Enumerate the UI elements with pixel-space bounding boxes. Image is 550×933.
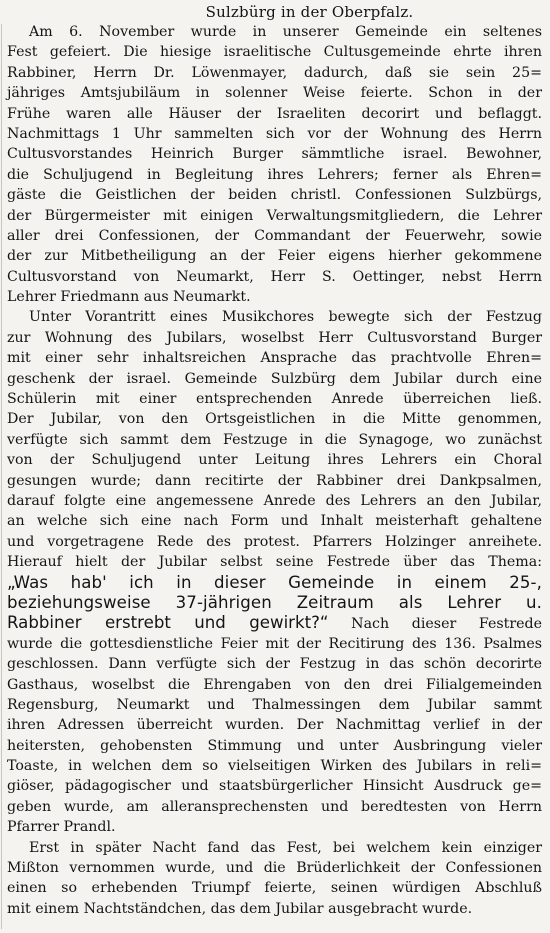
text-line: Regensburg, Neumarkt und Thalmessingen dem Jubilar sammt (7, 696, 542, 713)
quoted-theme-end: Rabbiner erstrebt und gewirkt?“ (7, 613, 329, 633)
paragraph-2 (7, 307, 542, 837)
text-line: mit einem Nachtständchen, das dem Jubilar ausgebracht wurde. (7, 900, 473, 917)
text-line: an welche sich eine nach Form und Inhalt meisterhaft gehaltene (7, 513, 542, 530)
paragraph-3 (7, 838, 542, 920)
text-line: Frühe waren alle Häuser der Israeliten decorirt und beflaggt. (7, 105, 542, 122)
text-line: mit einer sehr inhaltsreichen Ansprache das prachtvolle Ehren= (7, 350, 542, 367)
text-line: Pfarrer Prandl. (7, 819, 116, 836)
text-line: Cultusvorstand von Neumarkt, Herr S. Oettinger, nebst Herrn (7, 268, 542, 285)
quoted-theme-line: „Was hab' ich in dieser Gemeinde in einem 25-, (7, 572, 542, 592)
text-line: und vorgetragene Rede des protest. Pfarrers Holzinger anreihete. (7, 533, 542, 550)
quote-followup: Nach dieser Festrede (328, 616, 543, 633)
text-line: Fest gefeiert. Die hiesige israelitische Cultusgemeinde ehrte ihren (7, 44, 542, 61)
article-dateline: Sulzbürg in der Oberpfalz. (205, 3, 414, 21)
text-line: von der Schuljugend unter Leitung ihres Lehrers ein Choral (7, 452, 542, 469)
text-line: darauf folgte eine angemessene Anrede des Lehrers an den Jubilar, (7, 492, 542, 509)
text-line: aller drei Confessionen, der Commandant der Feuerwehr, sowie (7, 227, 542, 244)
text-line: gesungen wurde; dann recitirte der Rabbiner drei Dankpsalmen, (7, 472, 542, 489)
text-line: geschlossen. Dann verfügte sich der Festzug in das schön decorirte (7, 656, 542, 673)
text-line: geben wurde, am alleransprechensten und beredtesten von Herrn (7, 798, 542, 815)
text-line: der Bürgermeister mit einigen Verwaltungsmitgliedern, die Lehrer (7, 207, 542, 224)
text-line: Am 6. November wurde in unserer Gemeinde ein seltenes (29, 24, 542, 40)
text-line: Erst in später Nacht fand das Fest, bei welchem kein einziger (29, 839, 542, 856)
text-line: gäste die Geistlichen der beiden christl. Confessionen Sulzbürgs, (7, 187, 542, 204)
text-line: Mißton vernommen wurde, und die Brüderlichkeit der Confessionen (7, 860, 542, 877)
text-line: ihren Adressen überreicht wurden. Der Nachmittag verlief in der (7, 717, 542, 734)
quoted-theme-line (7, 613, 542, 633)
text-line: giöser, pädagogischer und staatsbürgerlicher Hinsicht Ausdruck ge= (7, 778, 542, 795)
text-line: zur Wohnung des Jubilars, woselbst Herr Cultusvorstand Burger (7, 329, 542, 346)
paragraph-1 (7, 22, 542, 307)
text-line: jähriges Amtsjubiläum in solenner Weise feierte. Schon in der (7, 85, 542, 102)
text-line: einen so erhebenden Triumpf feierte, seinen würdigen Abschluß (7, 880, 542, 897)
text-line: geschenk der israel. Gemeinde Sulzbürg dem Jubilar durch eine (7, 370, 542, 387)
column-rule (1, 24, 2, 929)
text-line: heitersten, gehobensten Stimmung und unter Ausbringung vieler (7, 737, 542, 754)
text-line: wurde die gottesdienstliche Feier mit der Recitirung des 136. Psalmes (7, 635, 542, 652)
quoted-theme-line: beziehungsweise 37-jährigen Zeitraum als Lehrer u. (7, 592, 542, 612)
text-line: Schülerin mit einer entsprechenden Anrede überreichen ließ. (7, 391, 542, 408)
text-line: Hierauf hielt der Jubilar selbst seine Festrede über das Thema: (7, 554, 542, 571)
text-line: Unter Vorantritt eines Musikchores bewegte sich der Festzug (29, 309, 542, 326)
text-line: verfügte sich sammt dem Festzuge in die Synagoge, wo zunächst (7, 431, 542, 448)
text-line: der zur Mitbetheiligung an der Feier eigens hierher gekommene (7, 248, 542, 265)
text-line: Der Jubilar, von den Ortsgeistlichen in die Mitte genommen, (7, 411, 542, 428)
text-line: Cultusvorstandes Heinrich Burger sämmtliche israel. Bewohner, (7, 146, 542, 163)
text-line: Lehrer Friedmann aus Neumarkt. (7, 289, 251, 306)
text-line: Nachmittags 1 Uhr sammelten sich vor der Wohnung des Herrn (7, 125, 542, 142)
text-line: die Schuljugend in Begleitung ihres Lehrers; ferner als Ehren= (7, 166, 542, 183)
text-line: Gasthaus, woselbst die Ehrengaben von den drei Filialgemeinden (7, 676, 542, 693)
text-line: Rabbiner, Herrn Dr. Löwenmayer, dadurch, daß sie sein 25= (7, 64, 542, 81)
text-line: Toaste, in welchen dem so vielseitigen Wirken des Jubilars in reli= (7, 758, 542, 775)
